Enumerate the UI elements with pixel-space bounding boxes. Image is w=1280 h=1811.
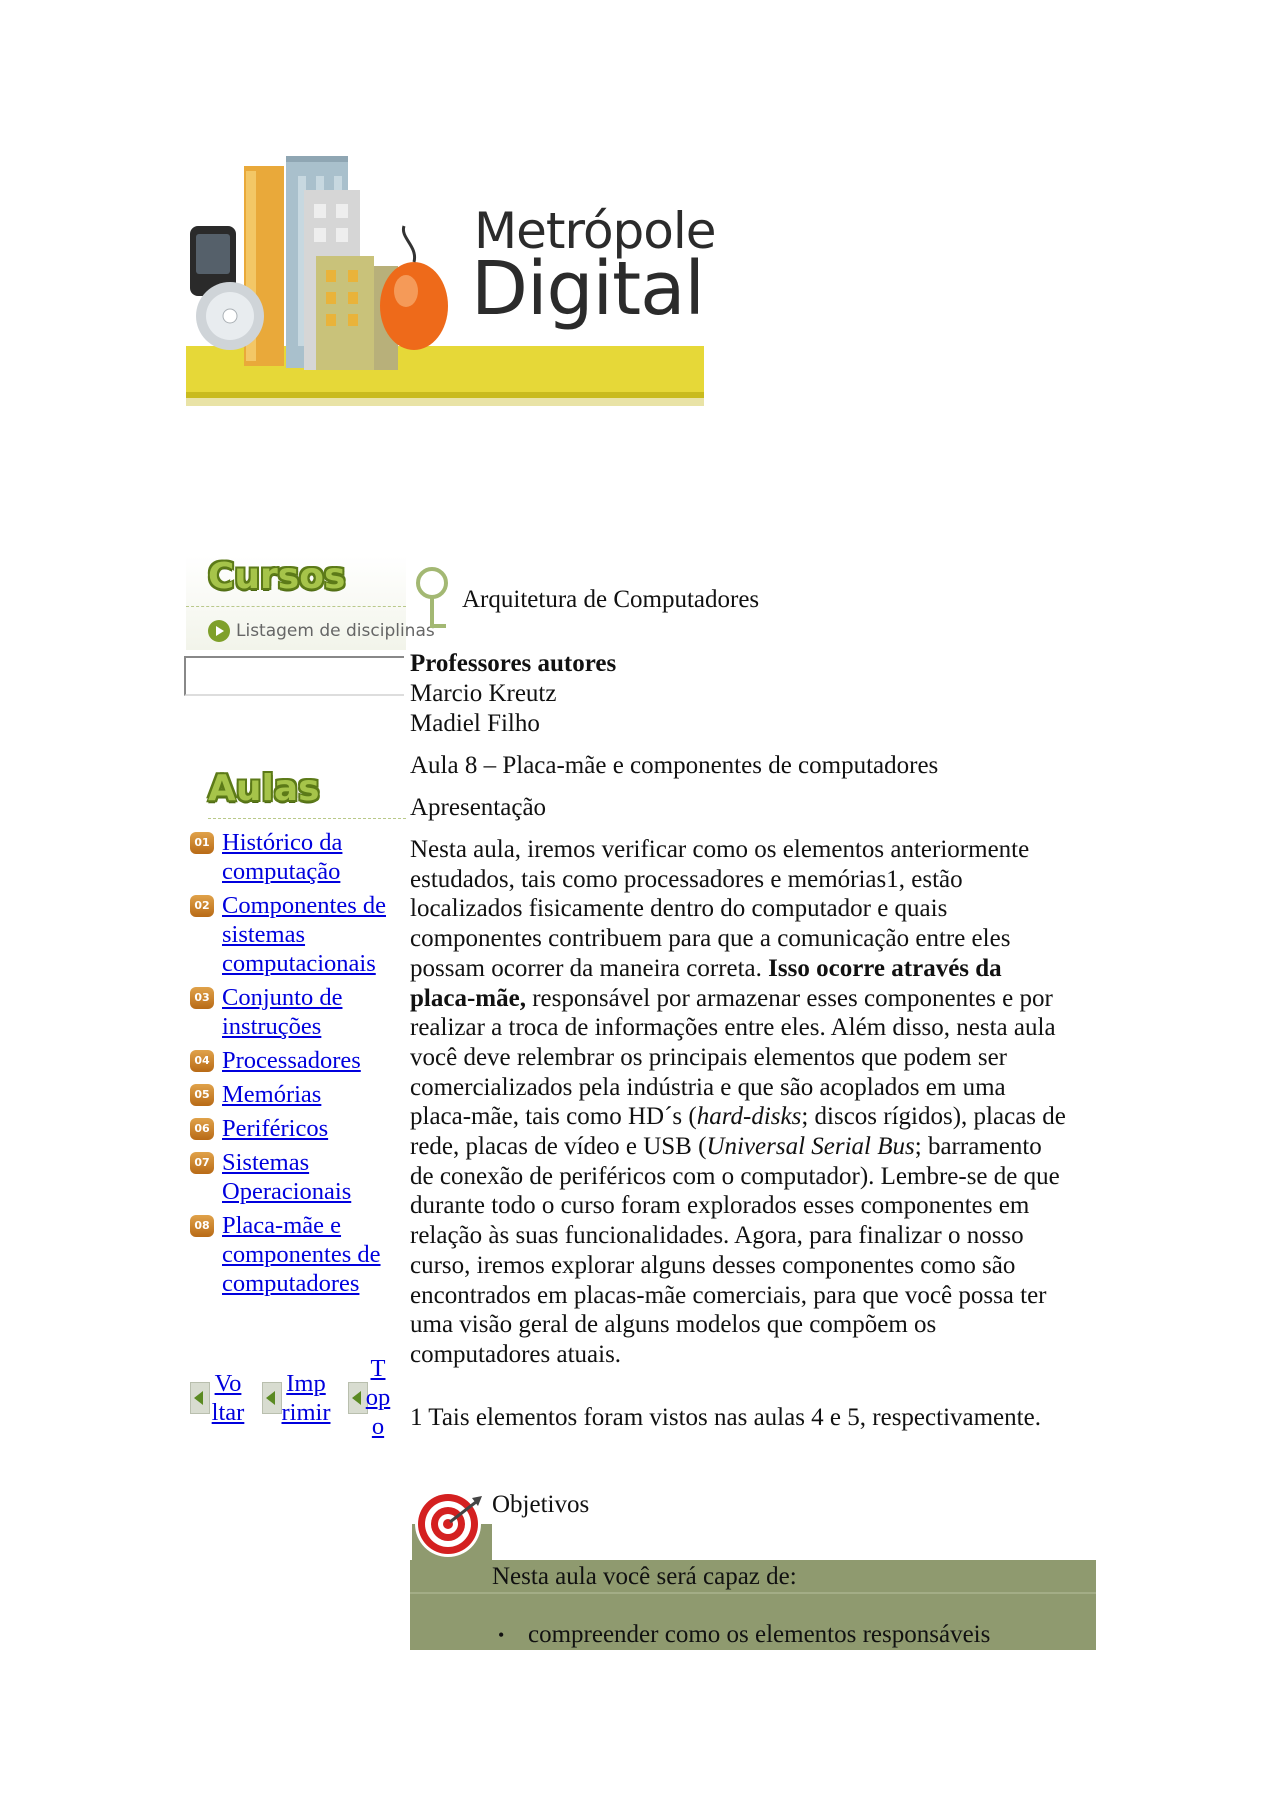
logo-band-shadow [186, 392, 704, 398]
paragraph-line: rede, placas de vídeo e USB (Universal Serial Bus; barramento [410, 1133, 1042, 1161]
paragraph-line: comercializados pela indústria e que são acoplados em uma [410, 1073, 1006, 1101]
paragraph-line: placa-mãe, tais como HD´s (hard-disks; discos rígidos), placas de [410, 1103, 1066, 1131]
cursos-link-label: Listagem de disciplinas [236, 621, 435, 641]
objective-item: • compreender como os elementos responsáveis [528, 1620, 990, 1650]
aula-item [186, 983, 406, 1041]
paragraph-line: localizados fisicamente dentro do computador e quais [410, 895, 948, 923]
logo-text-digital: Digital [471, 246, 704, 332]
voltar-link[interactable]: Vo ltar [211, 1370, 245, 1426]
paragraph-line: placa-mãe, responsável por armazenar esses componentes e por [410, 984, 1053, 1012]
lesson-number-badge: 01 [190, 832, 214, 854]
paragraph-line: relação às suas funcionalidades. Agora, para finalizar o nosso [410, 1222, 1024, 1250]
aula-link[interactable]: Memórias [222, 1081, 322, 1108]
objectives-heading: Objetivos [492, 1491, 590, 1518]
lesson-number-badge: 04 [190, 1050, 214, 1072]
aula-item [186, 1046, 406, 1075]
aula-item [186, 828, 406, 886]
paragraph-line: Nesta aula, iremos verificar como os elementos anteriormente [410, 836, 1030, 863]
target-icon [412, 1488, 492, 1564]
objectives-list [528, 1620, 990, 1650]
lesson-number-badge: 08 [190, 1215, 214, 1237]
cursos-heading: Cursos [208, 556, 346, 597]
paragraph-line: componentes contribuem para que a comunicação entre eles [410, 925, 1011, 953]
topo-button[interactable] [364, 1354, 392, 1441]
back-arrow-icon[interactable] [190, 1382, 210, 1414]
paragraph-line: uma visão geral de alguns modelos que compõem os [410, 1311, 937, 1339]
aula-item [186, 1148, 406, 1206]
lesson-title: Aula 8 – Placa-mãe e componentes de computadores [410, 752, 939, 779]
lesson-number-badge: 07 [190, 1152, 214, 1174]
aula-link[interactable]: Placa-mãe e componentes de computadores [222, 1212, 381, 1297]
author-name: Madiel Filho [410, 710, 540, 737]
paragraph-line: curso, iremos explorar alguns desses componentes como são [410, 1251, 1016, 1279]
aulas-heading: Aulas [208, 768, 320, 809]
paragraph-line: durante todo o curso foram explorados esses componentes em [410, 1192, 1030, 1220]
paragraph-line: você deve relembrar os principais elementos que podem ser [410, 1043, 1007, 1071]
lesson-number-badge: 03 [190, 987, 214, 1009]
search-input[interactable] [184, 656, 404, 696]
objectives-box [410, 1560, 1096, 1650]
imprimir-link[interactable]: Imp rimir [281, 1370, 331, 1426]
author-name: Marcio Kreutz [410, 680, 557, 707]
paragraph-line: estudados, tais como processadores e memórias1, estão [410, 865, 963, 893]
aula-link[interactable]: Processadores [222, 1047, 361, 1074]
aula-item [186, 1080, 406, 1109]
divider [208, 818, 406, 819]
aula-item [186, 1114, 406, 1143]
footnote: 1 Tais elementos foram vistos nas aulas 4 e 5, respectivamente. [410, 1404, 1041, 1431]
lesson-number-badge: 05 [190, 1084, 214, 1106]
aula-link[interactable]: Histórico da computação [222, 829, 343, 885]
cursos-link[interactable] [208, 620, 435, 646]
intro-paragraph [410, 835, 1110, 1370]
aula-item [186, 891, 406, 978]
objectives-intro: Nesta aula você será capaz de: [492, 1563, 797, 1590]
play-icon [208, 620, 230, 642]
course-title: Arquitetura de Computadores [462, 586, 760, 613]
paragraph-line: computadores atuais. [410, 1340, 622, 1368]
divider [186, 606, 406, 607]
aula-link[interactable]: Sistemas Operacionais [222, 1149, 352, 1205]
paragraph-line: encontrados em placas-mãe comerciais, para que você possa ter [410, 1281, 1047, 1309]
logo-text-metropole: Metrópole [474, 202, 716, 260]
mouse-icon [380, 262, 448, 350]
aula-link[interactable]: Conjunto de instruções [222, 984, 343, 1040]
lesson-number-badge: 06 [190, 1118, 214, 1140]
magnifier-icon [412, 566, 452, 632]
paragraph-line: possam ocorrer da maneira correta. Isso ocorre através da [410, 954, 1002, 982]
authors-heading: Professores autores [410, 650, 617, 677]
aulas-list [186, 828, 406, 1303]
imprimir-button[interactable] [278, 1369, 334, 1427]
voltar-button[interactable] [208, 1369, 248, 1427]
paragraph-line: de conexão de periféricos com o computador). Lembre-se de que [410, 1162, 1060, 1190]
paragraph-line: realizar a troca de informações entre eles. Além disso, nesta aula [410, 1014, 1056, 1042]
building-olive-icon [316, 256, 374, 370]
aula-link[interactable]: Periféricos [222, 1115, 329, 1142]
aula-item [186, 1211, 406, 1298]
aula-link[interactable]: Componentes de sistemas computacionais [222, 892, 386, 977]
lesson-number-badge: 02 [190, 895, 214, 917]
divider [410, 1592, 1096, 1594]
metropole-digital-logo [186, 146, 716, 406]
topo-link[interactable]: T op o [365, 1355, 391, 1440]
section-title: Apresentação [410, 794, 547, 821]
